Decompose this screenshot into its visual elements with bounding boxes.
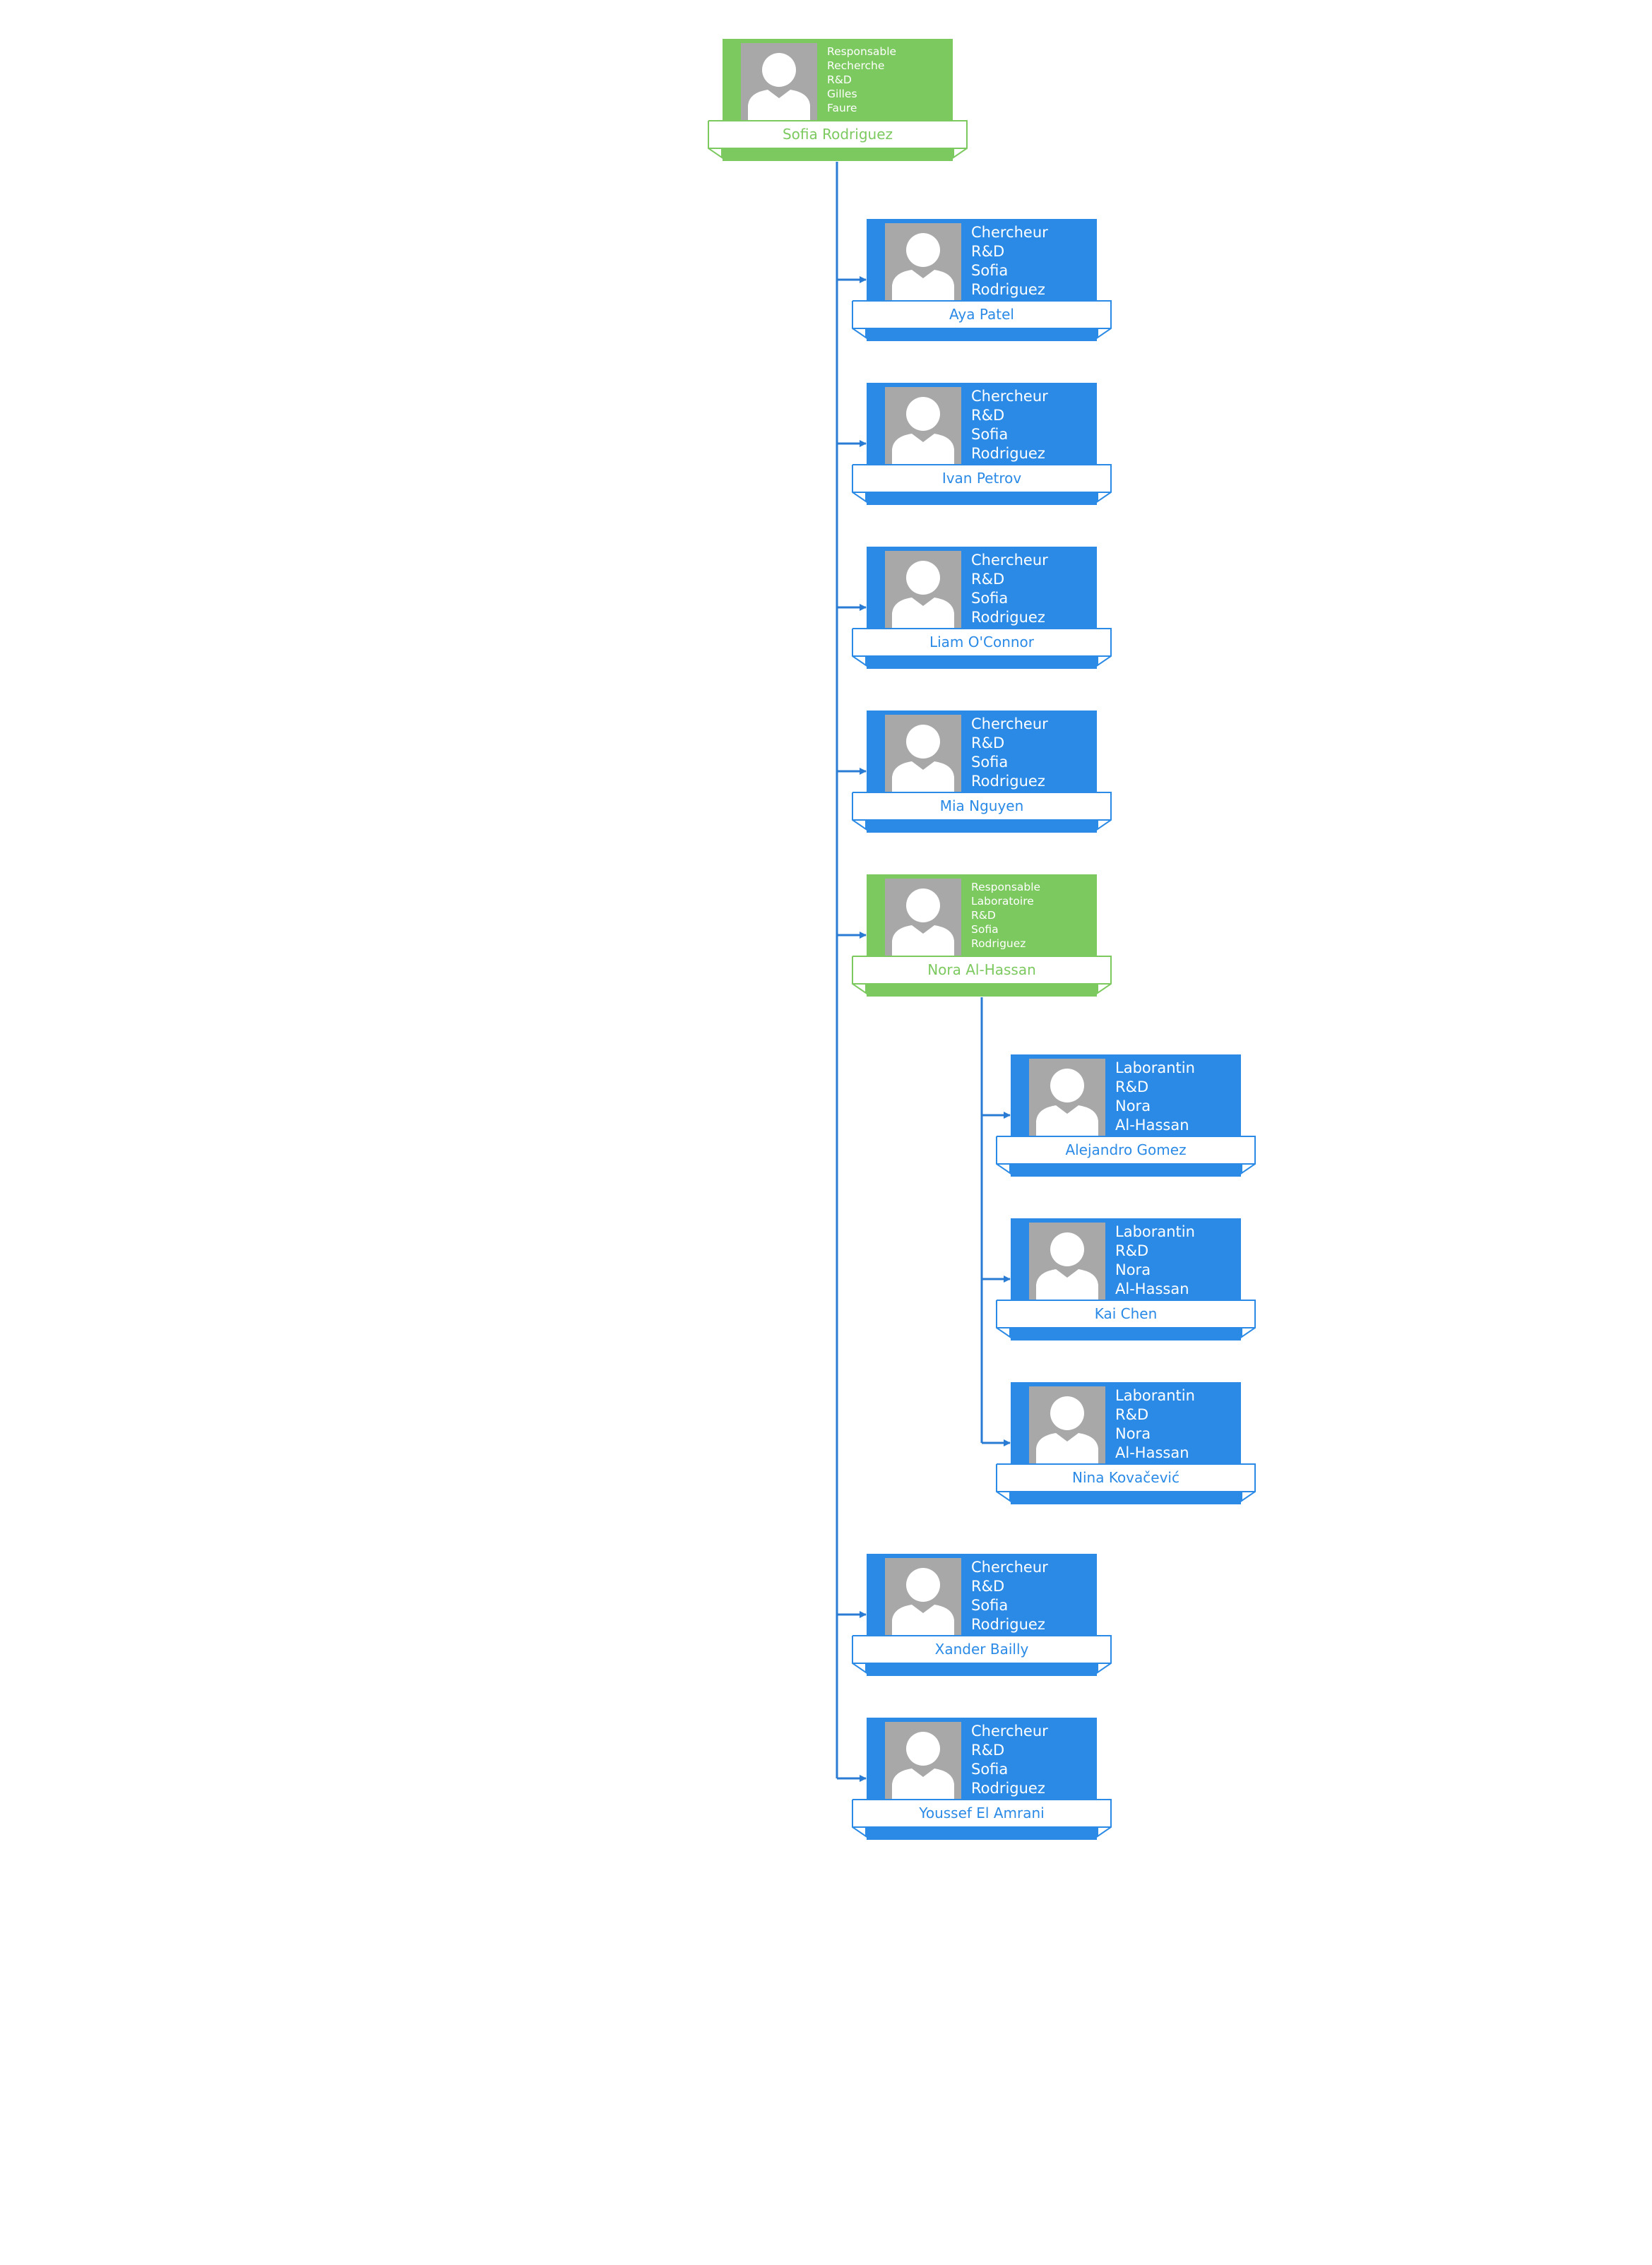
node-name: Nora Al-Hassan	[927, 961, 1036, 978]
org-node-aya-patel[interactable]	[867, 219, 1097, 341]
person-silhouette-icon	[885, 715, 961, 795]
person-silhouette-icon	[741, 43, 817, 124]
person-silhouette-icon	[1029, 1059, 1105, 1139]
node-name: Nina Kovačević	[1072, 1469, 1179, 1486]
node-role: Chercheur R&D Sofia Rodriguez	[971, 1723, 1048, 1797]
node-name: Xander Bailly	[934, 1641, 1029, 1658]
node-role: Responsable Laboratoire R&D Sofia Rodriguez	[971, 881, 1041, 950]
node-role: Chercheur R&D Sofia Rodriguez	[971, 224, 1048, 298]
person-silhouette-icon	[885, 387, 961, 468]
org-node-nina-kovacevic[interactable]	[1011, 1382, 1241, 1504]
person-silhouette-icon	[1029, 1223, 1105, 1303]
person-silhouette-icon	[885, 1722, 961, 1802]
node-name: Youssef El Amrani	[919, 1805, 1045, 1821]
node-name: Alejandro Gomez	[1065, 1141, 1187, 1158]
node-role: Chercheur R&D Sofia Rodriguez	[971, 1559, 1048, 1633]
person-silhouette-icon	[885, 223, 961, 304]
org-node-nora-al-hassan[interactable]	[867, 874, 1097, 997]
node-name: Liam O'Connor	[929, 634, 1035, 650]
person-silhouette-icon	[1029, 1386, 1105, 1467]
org-node-root[interactable]	[723, 39, 953, 161]
org-node-xander-bailly[interactable]	[867, 1554, 1097, 1676]
node-name: Ivan Petrov	[941, 470, 1022, 487]
person-silhouette-icon	[885, 879, 961, 959]
org-node-alejandro-gomez[interactable]	[1011, 1054, 1241, 1177]
node-role: Chercheur R&D Sofia Rodriguez	[971, 388, 1048, 462]
node-role: Responsable Recherche R&D Gilles Faure	[827, 45, 897, 114]
node-role: Chercheur R&D Sofia Rodriguez	[971, 715, 1048, 790]
person-silhouette-icon	[885, 551, 961, 631]
org-node-ivan-petrov[interactable]	[867, 383, 1097, 505]
node-name: Kai Chen	[1094, 1305, 1158, 1322]
node-name: Aya Patel	[949, 306, 1014, 323]
org-node-liam-oconnor[interactable]	[867, 547, 1097, 669]
node-role: Laborantin R&D Nora Al-Hassan	[1115, 1223, 1195, 1297]
node-role: Chercheur R&D Sofia Rodriguez	[971, 552, 1048, 626]
node-name: Mia Nguyen	[939, 797, 1024, 814]
org-node-mia-nguyen[interactable]	[867, 711, 1097, 833]
node-role: Laborantin R&D Nora Al-Hassan	[1115, 1387, 1195, 1461]
person-silhouette-icon	[885, 1558, 961, 1639]
org-node-kai-chen[interactable]	[1011, 1218, 1241, 1340]
node-name: Sofia Rodriguez	[782, 126, 893, 143]
node-role: Laborantin R&D Nora Al-Hassan	[1115, 1059, 1195, 1134]
org-node-youssef-el-amrani[interactable]	[867, 1718, 1097, 1840]
